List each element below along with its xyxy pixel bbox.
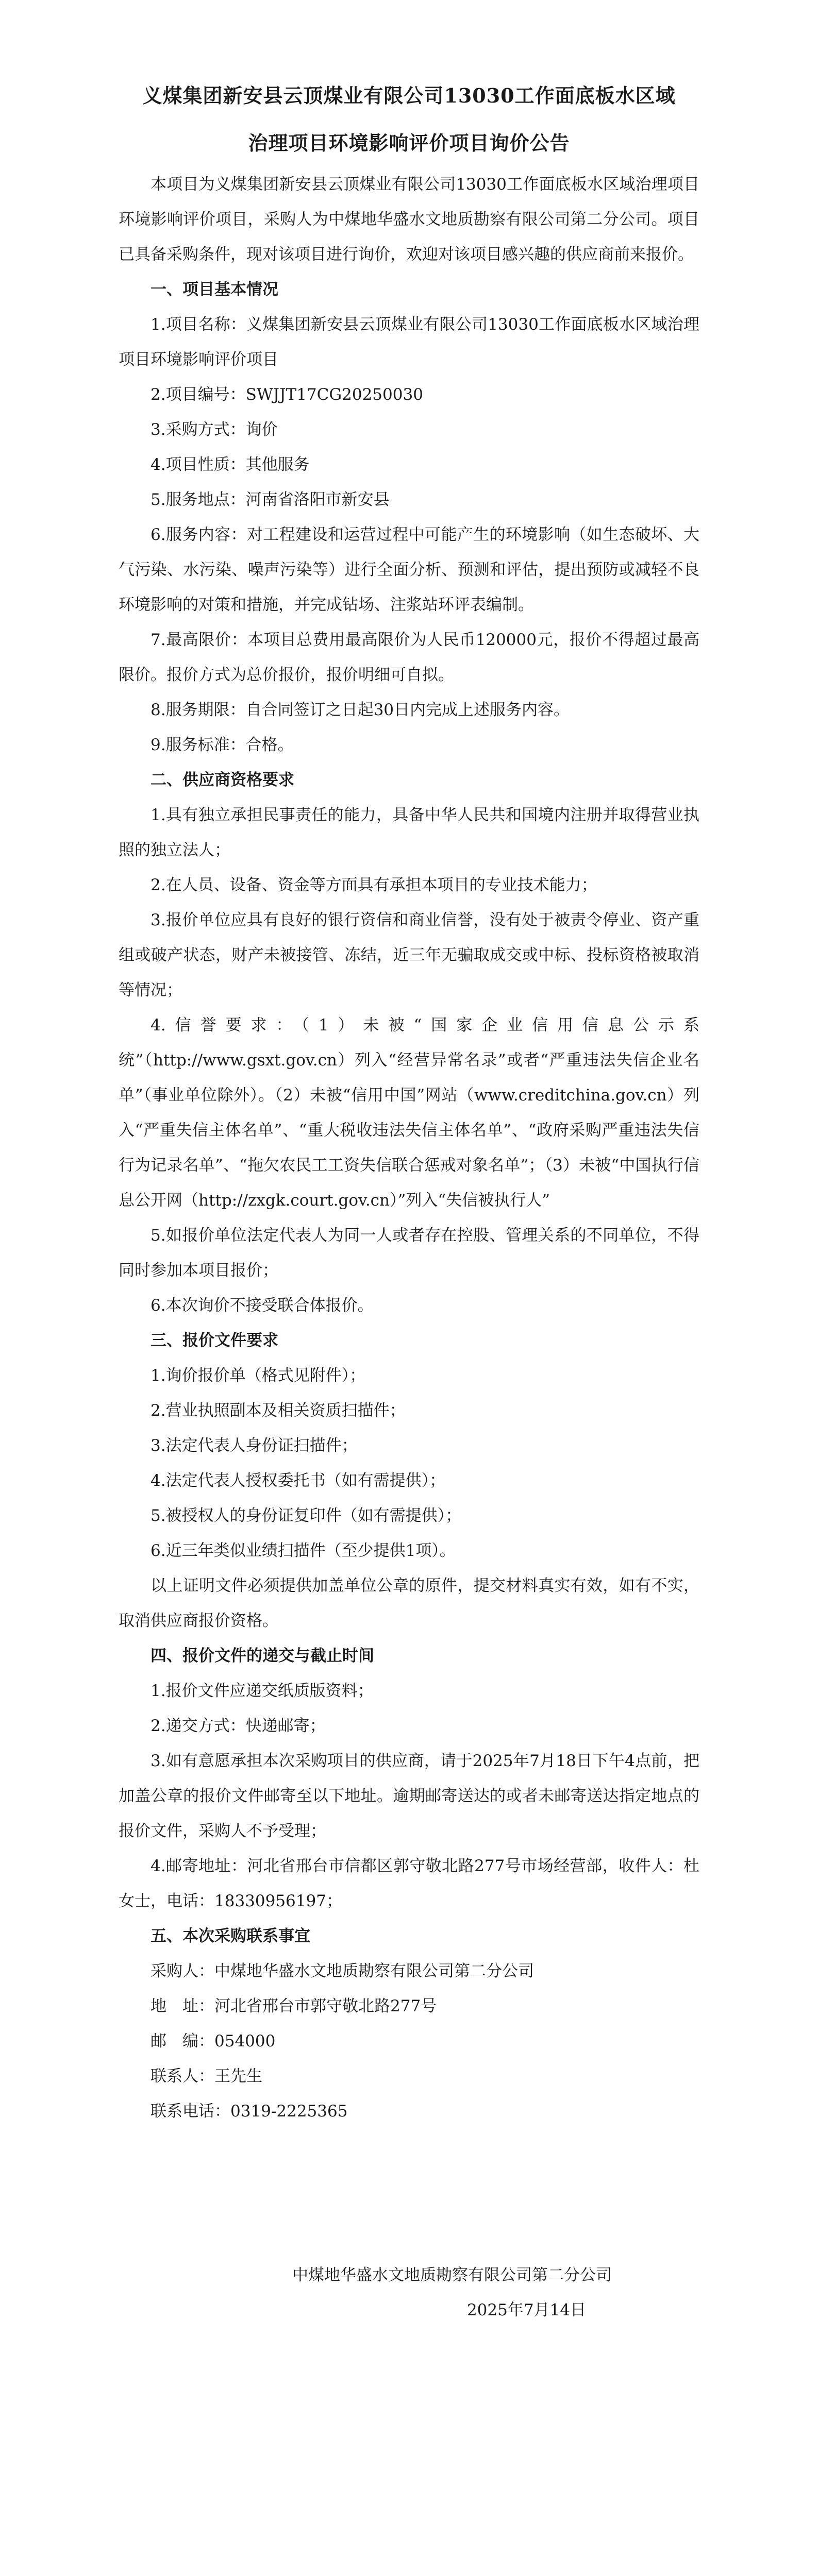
quote-doc-item: 2.营业执照副本及相关资质扫描件；	[151, 1401, 406, 1420]
quote-doc-item: 6.近三年类似业绩扫描件（至少提供1项）。	[151, 1541, 456, 1560]
basic-info-item: 8.服务期限：自合同签订之日起30日内完成上述服务内容。	[151, 701, 570, 719]
basic-info-item: 6.服务内容：对工程建设和运营过程中可能产生的环境影响（如生态破坏、大气污染、水污染、噪声污染等）进行全面分析、预测和评估，提出预防或减轻不良环境影响的对策和措施，并完成钻场、注浆站环评表编制。	[119, 526, 699, 614]
signature-org: 中煤地华盛水文地质勘察有限公司第二分公司	[292, 2266, 612, 2284]
section-heading-qualification: 二、供应商资格要求	[151, 771, 294, 789]
basic-info-item: 3.采购方式：询价	[151, 420, 278, 439]
quote-doc-item: 1.询价报价单（格式见附件）；	[151, 1366, 366, 1385]
signature-date: 2025年7月14日	[466, 2301, 586, 2319]
notice-title-line1: 义煤集团新安县云顶煤业有限公司13030工作面底板水区域	[142, 84, 676, 107]
submission-item: 3.如有意愿承担本次采购项目的供应商，请于2025年7月18日下午4点前，把加盖公章的报价文件邮寄至以下地址。逾期邮寄送达的或者未邮寄送达指定地点的报价文件，采购人不予受理；	[119, 1752, 699, 1840]
quote-doc-item: 4.法定代表人授权委托书（如有需提供）；	[151, 1471, 446, 1490]
contact-item: 地 址：河北省邢台市郭守敬北路277号	[151, 1997, 437, 2015]
section-heading-quote-docs: 三、报价文件要求	[151, 1331, 278, 1350]
quote-doc-note: 以上证明文件必须提供加盖单位公章的原件，提交材料真实有效，如有不实，取消供应商报价资格。	[119, 1577, 699, 1630]
basic-info-item: 2.项目编号：SWJJT17CG20250030	[151, 385, 423, 404]
qualification-item: 5.如报价单位法定代表人为同一人或者存在控股、管理关系的不同单位，不得同时参加本项目报价；	[119, 1226, 699, 1280]
quote-doc-item: 3.法定代表人身份证扫描件；	[151, 1436, 358, 1455]
qualification-item: 3.报价单位应具有良好的银行资信和商业信誉，没有处于被责令停业、资产重组或破产状态，财产未被接管、冻结，近三年无骗取成交或中标、投标资格被取消等情况；	[119, 911, 699, 999]
contact-item: 采购人：中煤地华盛水文地质勘察有限公司第二分公司	[151, 1962, 534, 1980]
intro-paragraph: 本项目为义煤集团新安县云顶煤业有限公司13030工作面底板水区域治理项目环境影响评价项目，采购人为中煤地华盛水文地质勘察有限公司第二分公司。项目已具备采购条件，现对该项目进行询价，欢迎对该项目感兴趣的供应商前来报价。	[119, 175, 699, 264]
quote-doc-item: 5.被授权人的身份证复印件（如有需提供）；	[151, 1506, 462, 1525]
basic-info-item: 5.服务地点：河南省洛阳市新安县	[151, 490, 390, 509]
contact-item: 邮 编：054000	[151, 2032, 276, 2050]
spacer	[119, 2328, 699, 2576]
basic-info-item: 4.项目性质：其他服务	[151, 455, 310, 474]
contact-item: 联系人：王先生	[151, 2067, 262, 2086]
notice-title	[119, 72, 699, 167]
submission-item: 2.递交方式：快递邮寄；	[151, 1717, 326, 1735]
spacer	[119, 2129, 699, 2258]
section-heading-contact: 五、本次采购联系事宜	[151, 1927, 310, 1945]
submission-item: 1.报价文件应递交纸质版资料；	[151, 1682, 374, 1700]
section-heading-submission: 四、报价文件的递交与截止时间	[151, 1647, 374, 1665]
basic-info-item: 1.项目名称：义煤集团新安县云顶煤业有限公司13030工作面底板水区域治理项目环境影响评价项目	[119, 315, 699, 369]
submission-item: 4.邮寄地址：河北省邢台市信都区郭守敬北路277号市场经营部，收件人：杜女士，电话：18330956197；	[119, 1857, 699, 1910]
basic-info-item: 9.服务标准：合格。	[151, 736, 294, 754]
notice-content	[119, 72, 699, 2576]
notice-title-line2: 治理项目环境影响评价项目询价公告	[248, 131, 570, 155]
qualification-item: 6.本次询价不接受联合体报价。	[151, 1296, 374, 1315]
section-heading-basic-info: 一、项目基本情况	[151, 280, 278, 299]
basic-info-item: 7.最高限价：本项目总费用最高限价为人民币120000元，报价不得超过最高限价。报价方式为总价报价，报价明细可自拟。	[119, 631, 699, 684]
qualification-item: 2.在人员、设备、资金等方面具有承担本项目的专业技术能力；	[151, 876, 597, 894]
qualification-item: 1.具有独立承担民事责任的能力，具备中华人民共和国境内注册并取得营业执照的独立法人；	[119, 806, 699, 859]
qualification-item: 4.信誉要求：（1）未被“国家企业信用信息公示系统”（http://www.gsxt.gov.cn）列入“经营异常名录”或者“严重违法失信企业名单”（事业单位除外）。（2）未被“信用中国”网站（www.creditchina.gov.cn）列入“严重失信主体名单”、“重大税收违法失信主体名单”、“政府采购严重违法失信行为记录名单”、“拖欠农民工工资失信联合惩戒对象名单”；（3）未被“中国执行信息公开网（http://zxgk.court.gov.cn）”列入“失信被执行人”	[119, 1016, 699, 1210]
contact-item: 联系电话：0319-2225365	[151, 2102, 348, 2121]
